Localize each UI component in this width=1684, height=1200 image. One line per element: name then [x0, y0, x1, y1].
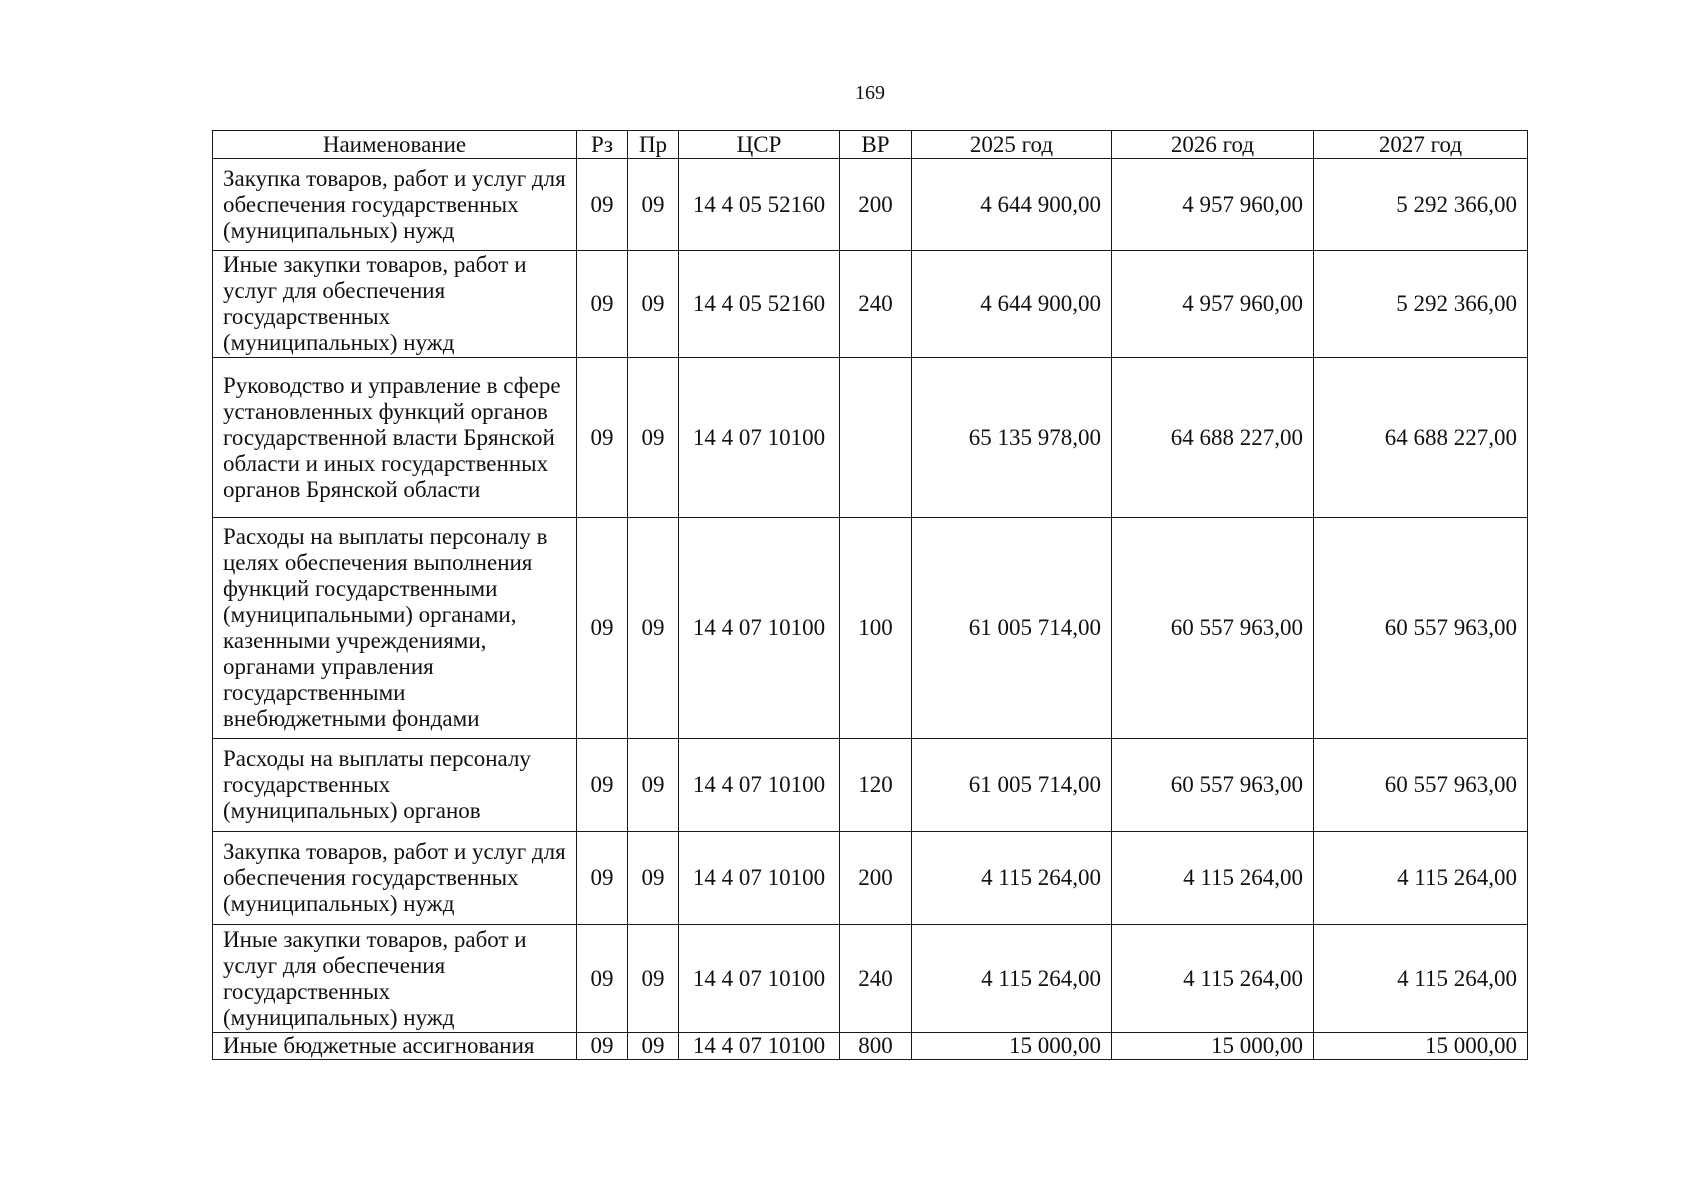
table-row — [213, 358, 1528, 518]
row-vr: 200 — [840, 159, 912, 251]
row-rz: 09 — [577, 832, 628, 925]
row-rz: 09 — [577, 251, 628, 358]
table-row — [213, 925, 1528, 1033]
row-2026: 4 115 264,00 — [1112, 832, 1314, 925]
row-rz: 09 — [577, 1033, 628, 1060]
row-2027: 60 557 963,00 — [1314, 739, 1528, 832]
row-pr: 09 — [628, 251, 679, 358]
row-rz: 09 — [577, 358, 628, 518]
row-name: Иные закупки товаров, работ и услуг для обеспечения государственных (муниципальных) нужд — [213, 925, 577, 1033]
row-2026: 60 557 963,00 — [1112, 739, 1314, 832]
row-pr: 09 — [628, 159, 679, 251]
table-header-row — [213, 131, 1528, 159]
row-pr: 09 — [628, 358, 679, 518]
row-2025: 4 644 900,00 — [912, 251, 1112, 358]
row-csr: 14 4 07 10100 — [679, 832, 840, 925]
header-2027: 2027 год — [1314, 131, 1528, 159]
header-2025: 2025 год — [912, 131, 1112, 159]
row-name: Иные закупки товаров, работ и услуг для обеспечения государственных (муниципальных) нужд — [213, 251, 577, 358]
row-vr: 100 — [840, 518, 912, 739]
row-2027: 5 292 366,00 — [1314, 251, 1528, 358]
row-2025: 4 644 900,00 — [912, 159, 1112, 251]
row-2027: 60 557 963,00 — [1314, 518, 1528, 739]
row-2027: 64 688 227,00 — [1314, 358, 1528, 518]
row-2025: 65 135 978,00 — [912, 358, 1112, 518]
header-rz: Рз — [577, 131, 628, 159]
row-csr: 14 4 07 10100 — [679, 925, 840, 1033]
row-vr: 240 — [840, 925, 912, 1033]
row-rz: 09 — [577, 925, 628, 1033]
row-2026: 60 557 963,00 — [1112, 518, 1314, 739]
table-row — [213, 159, 1528, 251]
header-name: Наименование — [213, 131, 577, 159]
row-pr: 09 — [628, 518, 679, 739]
row-vr: 800 — [840, 1033, 912, 1060]
row-name: Иные бюджетные ассигнования — [213, 1033, 577, 1060]
header-vr: ВР — [840, 131, 912, 159]
row-vr: 200 — [840, 832, 912, 925]
row-2026: 4 957 960,00 — [1112, 159, 1314, 251]
row-rz: 09 — [577, 518, 628, 739]
row-2025: 61 005 714,00 — [912, 739, 1112, 832]
row-pr: 09 — [628, 832, 679, 925]
row-2026: 4 957 960,00 — [1112, 251, 1314, 358]
header-csr: ЦСР — [679, 131, 840, 159]
row-rz: 09 — [577, 739, 628, 832]
row-vr — [840, 358, 912, 518]
row-name: Закупка товаров, работ и услуг для обеспечения государственных (муниципальных) нужд — [213, 159, 577, 251]
row-pr: 09 — [628, 1033, 679, 1060]
row-2027: 5 292 366,00 — [1314, 159, 1528, 251]
row-csr: 14 4 05 52160 — [679, 251, 840, 358]
row-name: Руководство и управление в сфере установленных функций органов государственной власти Брянской области и иных государственных органов Брянской области — [213, 358, 577, 518]
header-pr: Пр — [628, 131, 679, 159]
row-csr: 14 4 07 10100 — [679, 1033, 840, 1060]
table-row — [213, 251, 1528, 358]
budget-table — [212, 130, 1528, 1060]
row-2027: 15 000,00 — [1314, 1033, 1528, 1060]
row-csr: 14 4 07 10100 — [679, 518, 840, 739]
row-pr: 09 — [628, 925, 679, 1033]
row-2025: 15 000,00 — [912, 1033, 1112, 1060]
row-2025: 4 115 264,00 — [912, 925, 1112, 1033]
row-csr: 14 4 07 10100 — [679, 358, 840, 518]
row-name: Расходы на выплаты персоналу государственных (муниципальных) органов — [213, 739, 577, 832]
header-2026: 2026 год — [1112, 131, 1314, 159]
row-2026: 15 000,00 — [1112, 1033, 1314, 1060]
row-name: Расходы на выплаты персоналу в целях обеспечения выполнения функций государственными (муниципальными) органами, казенными учреждениями, органами управления государственными внебюджетными фондами — [213, 518, 577, 739]
table-row — [213, 518, 1528, 739]
row-vr: 120 — [840, 739, 912, 832]
row-csr: 14 4 05 52160 — [679, 159, 840, 251]
table-row — [213, 1033, 1528, 1060]
row-2027: 4 115 264,00 — [1314, 832, 1528, 925]
row-csr: 14 4 07 10100 — [679, 739, 840, 832]
row-pr: 09 — [628, 739, 679, 832]
row-2025: 61 005 714,00 — [912, 518, 1112, 739]
row-2027: 4 115 264,00 — [1314, 925, 1528, 1033]
row-name: Закупка товаров, работ и услуг для обеспечения государственных (муниципальных) нужд — [213, 832, 577, 925]
row-2025: 4 115 264,00 — [912, 832, 1112, 925]
table-row — [213, 739, 1528, 832]
table-row — [213, 832, 1528, 925]
page-number: 169 — [855, 82, 885, 104]
row-vr: 240 — [840, 251, 912, 358]
row-rz: 09 — [577, 159, 628, 251]
row-2026: 64 688 227,00 — [1112, 358, 1314, 518]
row-2026: 4 115 264,00 — [1112, 925, 1314, 1033]
